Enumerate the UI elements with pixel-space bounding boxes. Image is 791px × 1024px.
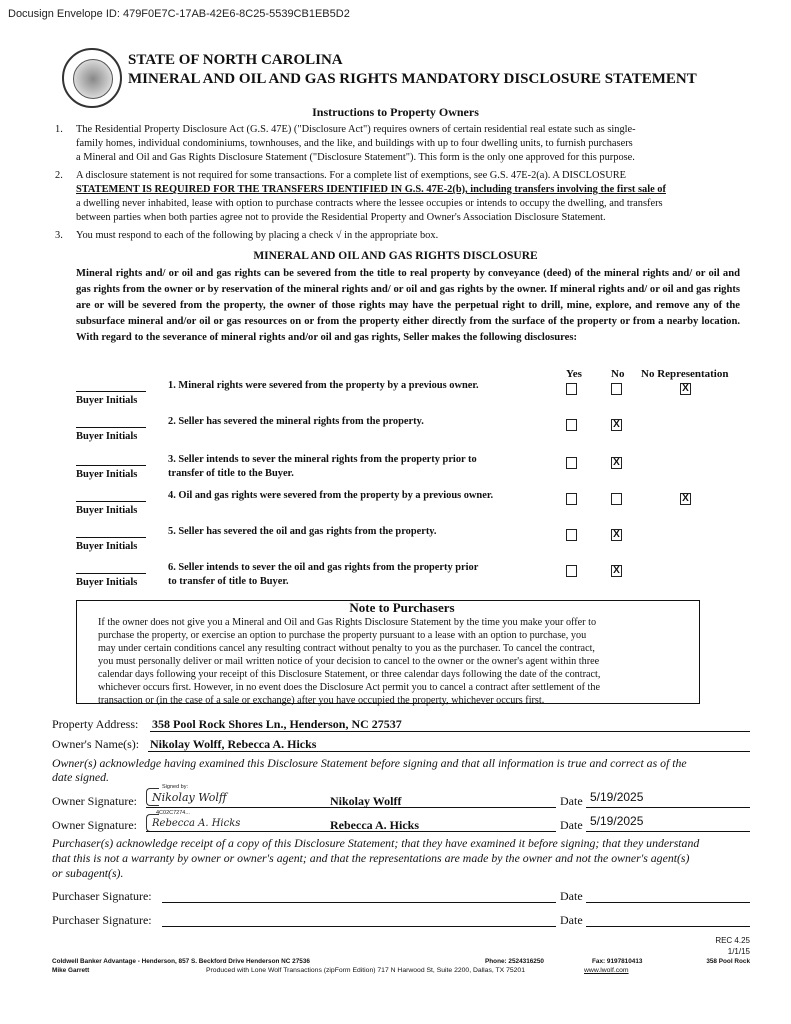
signed-by-label: Signed by: (162, 784, 188, 790)
checkbox-q1-norep[interactable]: X (680, 383, 691, 395)
title-form: MINERAL AND OIL AND GAS RIGHTS MANDATORY DISCLOSURE STATEMENT (128, 71, 697, 87)
checkbox-q6-yes[interactable] (566, 565, 577, 577)
purchaser-signature-line-2[interactable] (162, 926, 556, 927)
fax-number: Fax: 9197810413 (592, 958, 643, 965)
note-title: Note to Purchasers (349, 600, 455, 615)
purchaser-acknowledgement: Purchaser(s) acknowledge receipt of a copy of this Disclosure Statement; that they have examined it before signing; that they understand that this is not a warranty by owner or owner's agent; and that the representations are made by the owner and not the owner's agent(s) or subagent(s). (52, 836, 700, 880)
owner-1-date[interactable]: 5/19/2025 (590, 790, 644, 804)
checkbox-q2-no[interactable]: X (611, 419, 622, 431)
buyer-initials-label: Buyer Initials (76, 469, 138, 480)
disclosure-question-3: 3. Seller intends to sever the mineral rights from the property prior to transfer of title to the Buyer. (168, 454, 477, 479)
owner-2-signature[interactable]: Rebecca A. Hicks (152, 818, 241, 829)
buyer-initials-line[interactable] (76, 573, 146, 574)
note-text: If the owner does not give you a Mineral and Oil and Gas Rights Disclosure Statement by the time you make your offer to purchase the property, or exercise an option to purchase the property pursuant to a lease with an option to purchase, you may under certain conditions cancel any resulting contract without penalty to you as the purchaser. To cancel the contract, you must personally deliver or mail written notice of your decision to cancel to the owner or the owner's agent within three calendar days following your receipt of this Disclosure Statement, or three calendar days following the date of the contract, whichever occurs first. However, in no event does the Disclosure Act permit you to cancel a contract after settlement of the transaction or (in the case of a sale or exchange) after you have occupied the property, whichever occurs first. (98, 617, 601, 706)
instruction-3-number: 3. (55, 230, 63, 241)
instruction-1-number: 1. (55, 124, 63, 135)
owner-acknowledgement: Owner(s) acknowledge having examined this Disclosure Statement before signing and that all information is true and correct as of the date signed. (52, 756, 687, 784)
column-no: No (611, 368, 625, 380)
purchaser-date-line-1[interactable] (586, 902, 750, 903)
buyer-initials-line[interactable] (76, 501, 146, 502)
phone-number: Phone: 2524316250 (485, 958, 544, 965)
purchaser-signature-line-1[interactable] (162, 902, 556, 903)
owners-name-value[interactable]: Nikolay Wolff, Rebecca A. Hicks (150, 737, 317, 751)
disclosure-question-1: 1. Mineral rights were severed from the property by a previous owner. (168, 380, 479, 391)
column-yes: Yes (566, 368, 582, 380)
buyer-initials-label: Buyer Initials (76, 505, 138, 516)
purchaser-signature-label-1: Purchaser Signature: (52, 889, 152, 903)
disclosure-question-5: 5. Seller has severed the oil and gas rights from the property. (168, 526, 437, 537)
instructions-title: Instructions to Property Owners (312, 105, 479, 119)
instruction-3: You must respond to each of the following by placing a check √ in the appropriate box. (76, 230, 439, 241)
buyer-initials-label: Buyer Initials (76, 541, 138, 552)
property-address-label: Property Address: (52, 717, 139, 731)
checkbox-q4-yes[interactable] (566, 493, 577, 505)
checkbox-q3-no[interactable]: X (611, 457, 622, 469)
buyer-initials-line[interactable] (76, 465, 146, 466)
disclosure-question-6: 6. Seller intends to sever the oil and gas rights from the property prior to transfer of title to Buyer. (168, 562, 479, 587)
checkbox-q5-no[interactable]: X (611, 529, 622, 541)
purchaser-date-label-1: Date (560, 889, 583, 903)
date-line-2 (586, 831, 750, 832)
date-line-1 (586, 807, 750, 808)
form-code: REC 4.25 (715, 936, 750, 945)
date-label-2: Date (560, 818, 583, 832)
checkbox-q4-no[interactable] (611, 493, 622, 505)
purchaser-date-label-2: Date (560, 913, 583, 927)
owner-signature-label-2: Owner Signature: (52, 818, 137, 832)
purchaser-date-line-2[interactable] (586, 926, 750, 927)
date-label-1: Date (560, 794, 583, 808)
brokerage-info: Coldwell Banker Advantage - Henderson, 857 S. Beckford Drive Henderson NC 27536 (52, 958, 310, 965)
instruction-1: The Residential Property Disclosure Act (G.S. 47E) ("Disclosure Act") requires owners of certain residential real estate such as single- family homes, individual condominiums, townhouses, and the like, and buildings with up to four dwelling units, to furnish purchasers a Mineral and Oil and Gas Rights Disclosure Statement ("Disclosure Statement"). This form is the only one approved for this purpose. (76, 124, 636, 163)
owner-1-signature[interactable]: Nikolay Wolff (152, 791, 227, 804)
checkbox-q4-norep[interactable]: X (680, 493, 691, 505)
checkbox-q6-no[interactable]: X (611, 565, 622, 577)
owner-1-signature-id: 4C02C7274... (156, 810, 190, 816)
property-address-value[interactable]: 358 Pool Rock Shores Ln., Henderson, NC 27537 (152, 717, 402, 731)
checkbox-q1-yes[interactable] (566, 383, 577, 395)
instruction-2-number: 2. (55, 170, 63, 181)
disclosure-paragraph: Mineral rights and/ or oil and gas rights can be severed from the title to real property by conveyance (deed) of the mineral rights and/ or oil and gas rights from the owner or by reservation of the mineral rights and/ or oil and gas rights by the owner. If mineral rights and/ or oil and gas rights are or will be severed from the property, the owner of those rights may have the perpetual right to drill, mine, explore, and remove any of the subsurface mineral and/or oil or gas resources on or from the property either directly from the surface of the property or from a nearby location. With regard to the severance of mineral rights and/or oil and gas rights, Seller makes the following disclosures: (76, 268, 740, 343)
owner-1-printed-name: Nikolay Wolff (330, 794, 402, 808)
disclosure-question-4: 4. Oil and gas rights were severed from the property by a previous owner. (168, 490, 494, 501)
buyer-initials-line[interactable] (76, 427, 146, 428)
owner-signature-label-1: Owner Signature: (52, 794, 137, 808)
checkbox-q2-yes[interactable] (566, 419, 577, 431)
instruction-2: A disclosure statement is not required for some transactions. For a complete list of exemptions, see G.S. 47E-2(a). A DISCLOSURE STATEMENT IS REQUIRED FOR THE TRANSFERS IDENTIFIED IN G.S. 47E-2(b), including transfers involving the first sale of a dwelling never inhabited, lease with option to purchase contracts where the lessee occupies or intends to occupy the dwelling, and transfers between parties when both parties agree not to provide the Residential Property and Owner's Association Disclosure Statement. (76, 170, 666, 223)
checkbox-q5-yes[interactable] (566, 529, 577, 541)
envelope-id: Docusign Envelope ID: 479F0E7C-17AB-42E6-8C25-5539CB1EB5D2 (8, 8, 350, 20)
buyer-initials-label: Buyer Initials (76, 431, 138, 442)
buyer-initials-line[interactable] (76, 537, 146, 538)
agent-name: Mike Garrett (52, 967, 90, 974)
owner-2-date[interactable]: 5/19/2025 (590, 814, 644, 828)
website-link[interactable]: www.lwolf.com (584, 967, 629, 974)
disclosure-question-2: 2. Seller has severed the mineral rights from the property. (168, 416, 424, 427)
document-name: 358 Pool Rock (706, 958, 750, 965)
buyer-initials-label: Buyer Initials (76, 577, 138, 588)
disclosure-heading: MINERAL AND OIL AND GAS RIGHTS DISCLOSURE (253, 250, 538, 262)
owners-name-label: Owner's Name(s): (52, 737, 140, 751)
produced-with: Produced with Lone Wolf Transactions (zipForm Edition) 717 N Harwood St, Suite 2200, Dallas, TX 75201 (206, 967, 525, 974)
owner-2-printed-name: Rebecca A. Hicks (330, 818, 419, 832)
nc-real-estate-commission-seal (62, 48, 122, 108)
title-state: STATE OF NORTH CAROLINA (128, 52, 343, 68)
form-date: 1/1/15 (727, 947, 750, 956)
checkbox-q1-no[interactable] (611, 383, 622, 395)
buyer-initials-label: Buyer Initials (76, 395, 138, 406)
purchaser-signature-label-2: Purchaser Signature: (52, 913, 152, 927)
column-no-representation: No Representation (641, 368, 729, 380)
checkbox-q3-yes[interactable] (566, 457, 577, 469)
buyer-initials-line[interactable] (76, 391, 146, 392)
